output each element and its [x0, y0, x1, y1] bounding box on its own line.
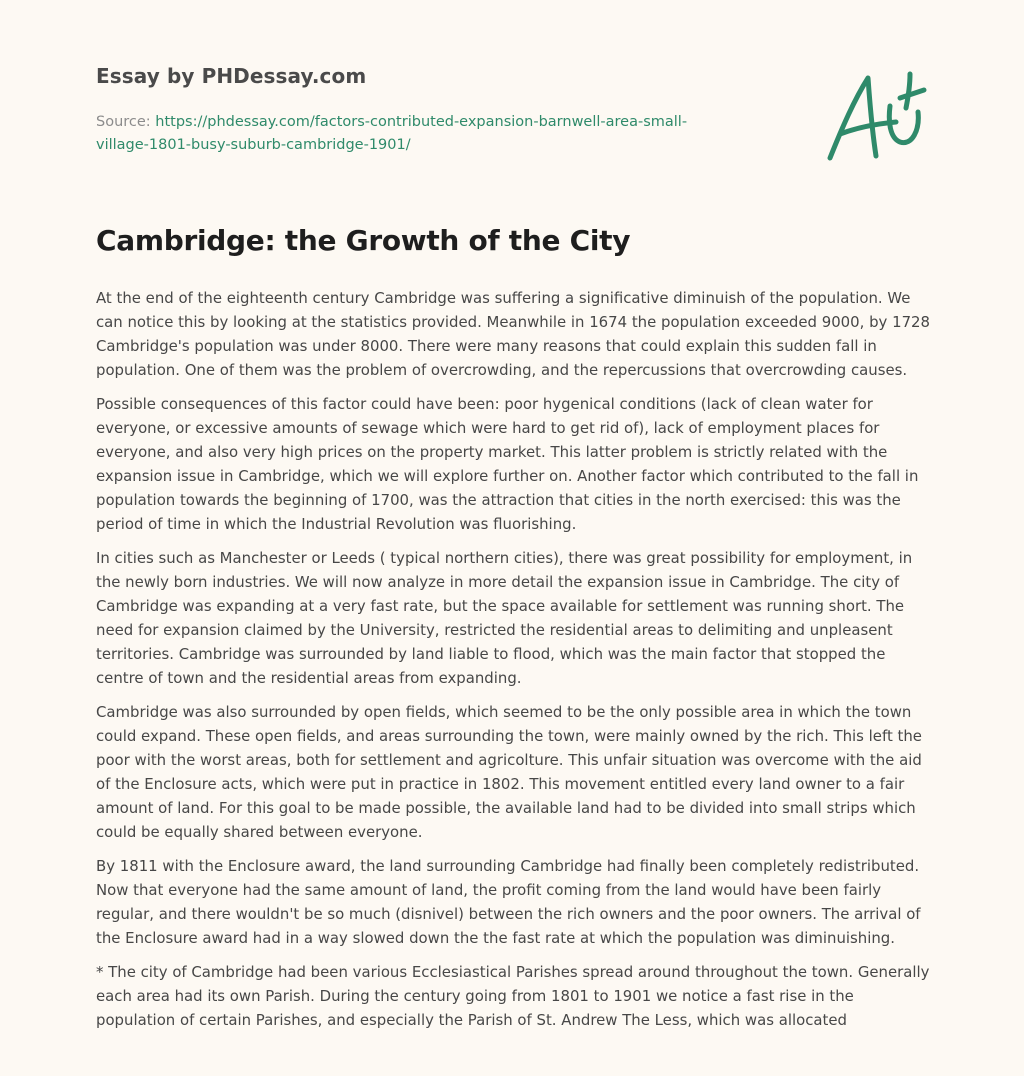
paragraph: In cities such as Manchester or Leeds ( typical northern cities), there was great possibility for employment, in the newly born industries. We will now analyze in more detail the expansion issue in Cambridge. The city of Cambridge was expanding at a very fast rate, but the space available for settlement was running short. The need for expansion claimed by the University, restricted the residential areas to delimiting and unpleasent territories. Cambridge was surrounded by land liable to flood, which was the main factor that stopped the centre of town and the residential areas from expanding. [96, 549, 913, 687]
paragraph: At the end of the eighteenth century Cambridge was suffering a significative diminuish of the population. We can notice this by looking at the statistics provided. Meanwhile in 1674 the population exceeded 9000, by 1728 Cambridge's population was under 8000. There were many reasons that could explain this sudden fall in population. One of them was the problem of overcrowding, and the repercussions that overcrowding causes. [96, 289, 930, 379]
paragraph: Cambridge was also surrounded by open fields, which seemed to be the only possible area in which the town could expand. These open fields, and areas surrounding the town, were mainly owned by the rich. This left the poor with the worst areas, both for settlement and agricolture. This unfair situation was overcome with the aid of the Enclosure acts, which were put in practice in 1802. This movement entitled every land owner to a fair amount of land. For this goal to be made possible, the available land had to be divided into small strips which could be equally shared between everyone. [96, 703, 922, 841]
article-body [96, 286, 932, 1042]
paragraph: Possible consequences of this factor could have been: poor hygenical conditions (lack of clean water for everyone, or excessive amounts of sewage which were hard to get rid of), lack of employment places for everyone, and also very high prices on the property market. This latter problem is strictly related with the expansion issue in Cambridge, which we will explore further on. Another factor which contributed to the fall in population towards the beginning of 1700, was the attraction that cities in the north exercised: this was the period of time in which the Industrial Revolution was fluorishing. [96, 395, 919, 533]
source-link[interactable]: https://phdessay.com/factors-contributed-expansion-barnwell-area-small-village-1801-busy-suburb-cambridge-1901/ [96, 114, 688, 153]
a-plus-logo-icon [820, 68, 930, 168]
brand-title: Essay by PHDessay.com [96, 64, 367, 88]
source-line [96, 111, 736, 156]
paragraph: By 1811 with the Enclosure award, the land surrounding Cambridge had finally been completely redistributed. Now that everyone had the same amount of land, the profit coming from the land would have been fairly regular, and there wouldn't be so much (disnivel) between the rich owners and the poor owners. The arrival of the Enclosure award had in a way slowed down the the fast rate at which the population was diminuishing. [96, 857, 921, 947]
page-title: Cambridge: the Growth of the City [96, 224, 631, 257]
paragraph: * The city of Cambridge had been various Ecclesiastical Parishes spread around throughout the town. Generally each area had its own Parish. During the century going from 1801 to 1901 we notice a fast rise in the population of certain Parishes, and especially the Parish of St. Andrew The Less, which was allocated [96, 963, 930, 1029]
source-label: Source: [96, 114, 156, 130]
